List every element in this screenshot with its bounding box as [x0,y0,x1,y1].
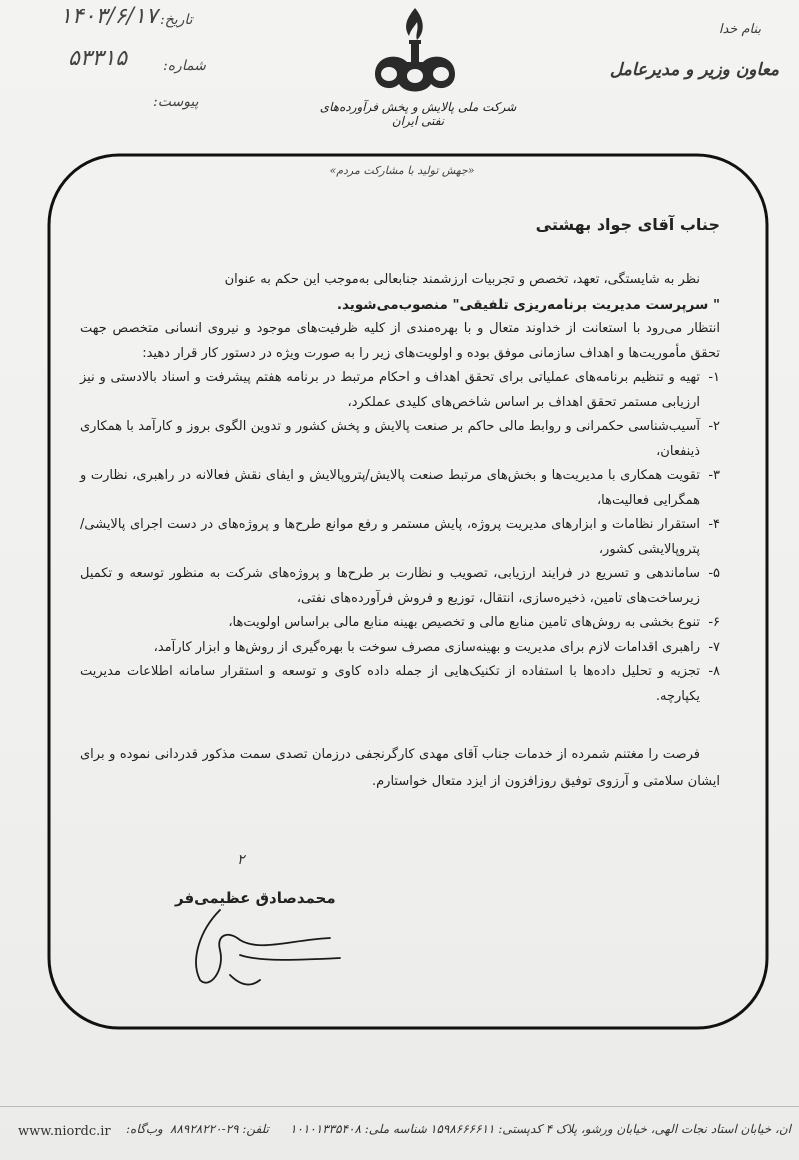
addressee-title: معاون وزیر و مدیرعامل [609,60,779,80]
letter-body [80,215,720,808]
niordc-logo [355,4,475,99]
footer-postal: کدپستی: ۱۵۹۸۶۶۶۶۱۱ [430,1122,542,1136]
list-item: ۸- تجزیه و تحلیل داده‌ها با استفاده از تکنیک‌هایی از جمله داده کاوی و توسعه و استقرار سامانه اطلاعات مدیریت یکپارچه. [80,664,720,704]
list-item: ۲- آسیب‌شناسی حکمرانی و روابط مالی حاکم بر صنعت پالایش و پخش کشور و تدوین الگوی بروز و کارآمد با همکاری ذینفعان، [80,419,720,459]
intro-paragraph: نظر به شایستگی، تعهد، تخصص و تجربیات ارزشمند جنابعالی به‌موجب این حکم به عنوان [224,272,700,287]
date-label: تاریخ: [160,12,193,28]
footer-phone: تلفن: ۲۹-۸۸۹۲۸۲۲۰ [170,1122,269,1136]
list-item: ۶- تنوع بخشی به روش‌های تامین منابع مالی و تخصیص بهینه منابع مالی براساس اولویت‌ها، [228,615,720,630]
salutation: جناب آقای جواد بهشتی [535,215,720,234]
footer-website-label: وب‌گاه: [126,1122,163,1136]
list-item: ۱- تهیه و تنظیم برنامه‌های عملیاتی برای تحقق اهداف و احکام مرتبط در برنامه هفتم پیشرفت و اسناد بالادستی و نیز ارزیابی مستمر تحقق اهداف بر اساس شاخص‌های کلیدی عملکرد، [80,370,720,410]
signature [180,900,350,995]
list-item: ۷- راهبری اقدامات لازم برای مدیریت و بهینه‌سازی مصرف سوخت با بهره‌گیری از روش‌ها و ابزار کارآمد، [153,639,720,655]
date-value: ۱۴۰۳/۶/۱۷ [60,4,158,29]
signer-name: محمدصادق عظیمی‌فر [175,889,336,907]
slogan: «جهش تولید با مشارکت مردم» [329,164,475,177]
footer-divider [0,1106,799,1107]
closing-paragraph: فرصت را مغتنم شمرده از خدمات جناب آقای مهدی کارگرنجفی درزمان تصدی سمت مذکور قدردانی نموده و برای ایشان سلامتی و آرزوی توفیق روزافزون از ایزد متعال خواستارم. [80,747,720,789]
basmala: بنام خدا [718,22,761,37]
number-label: شماره: [163,58,206,74]
list-item: ۳- تقویت همکاری با مدیریت‌ها و بخش‌های مرتبط صنعت پالایش/پتروپالایش و ایفای نقش فعالانه در راهبری، نظارت و همگرایی فعالیت‌ها، [80,468,720,508]
footer-website[interactable]: www.niordc.ir [18,1124,111,1139]
footer-address: ان، خیابان استاد نجات الهی، خیابان ورشو، پلاک ۴ [545,1122,791,1136]
appointment-title: " سرپرست مدیریت برنامه‌ریزی تلفیقی" منصوب‌می‌شوید. [336,296,720,313]
list-item: ۴- استقرار نظامات و ابزارهای مدیریت پروژه، پایش مستمر و رفع موانع طرح‌ها و پروژه‌های در دست اجرای پالایشی/پتروپالایشی کشور، [80,517,720,557]
attachment-label: پیوست: [153,94,199,110]
footer-national-id: شناسه ملی: ۱۰۱۰۱۳۳۵۴۰۸ [290,1122,427,1136]
handwritten-mark: ۲ [237,852,245,868]
list-item: ۵- ساماندهی و تسریع در فرایند ارزیابی، تصویب و نظارت بر طرح‌ها و پروژه‌های شرکت به منظور توسعه و تکمیل زیرساخت‌های تامین، ذخیره‌سازی، انتقال، توزیع و فروش فرآورده‌های نفتی، [80,566,720,606]
expectation-paragraph: انتظار می‌رود با استعانت از خداوند متعال و با بهره‌مندی از کلیه ظرفیت‌های موجود و نیروی انسانی متخصص جهت تحقق مأموریت‌ها و اهداف سازمانی موفق بوده و اولویت‌های زیر را به صورت ویژه در دستور کار قرار دهید: [80,321,720,361]
company-name: شرکت ملی پالایش و پخش فرآورده‌های نفتی ایران [319,100,517,128]
number-value: ۵۳۳۱۵ [68,46,128,71]
priority-list [80,366,720,709]
